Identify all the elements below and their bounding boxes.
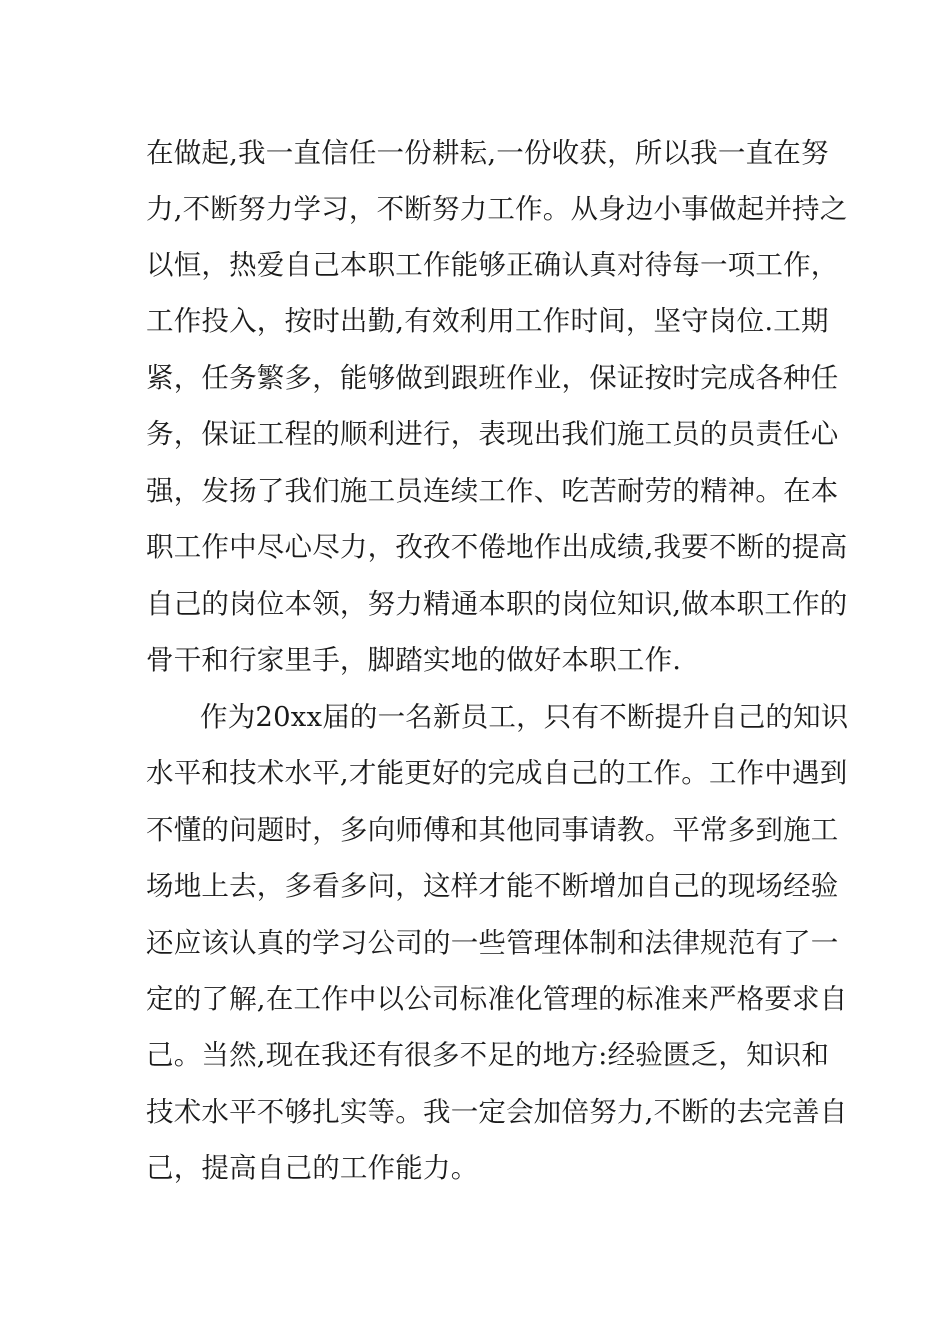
paragraph-1-line-4: 工作投入，按时出勤,有效利用工作时间，坚守岗位.工期 (146, 305, 829, 337)
paragraph-2-line-6: 定的了解,在工作中以公司标准化管理的标准来严格要求自 (146, 983, 848, 1015)
paragraph-1-line-9: 自己的岗位本领，努力精通本职的岗位知识,做本职工作的 (146, 588, 848, 620)
paragraph-1-line-7: 强，发扬了我们施工员连续工作、吃苦耐劳的精神。在本 (146, 475, 839, 507)
paragraph-2-line-2: 水平和技术水平,才能更好的完成自己的工作。工作中遇到 (146, 757, 848, 789)
paragraph-1-line-8: 职工作中尽心尽力，孜孜不倦地作出成绩,我要不断的提高 (146, 531, 848, 563)
paragraph-2-line-5: 还应该认真的学习公司的一些管理体制和法律规范有了一 (146, 927, 839, 959)
paragraph-2-line-8: 技术水平不够扎实等。我一定会加倍努力,不断的去完善自 (146, 1096, 848, 1128)
paragraph-2-line-1: 作为20xx届的一名新员工，只有不断提升自己的知识 (200, 701, 849, 733)
paragraph-2-line-3: 不懂的问题时，多向师傅和其他同事请教。平常多到施工 (146, 814, 839, 846)
paragraph-1-line-1: 在做起,我一直信任一份耕耘,一份收获，所以我一直在努 (146, 137, 829, 169)
paragraph-2-line-9: 己，提高自己的工作能力。 (146, 1152, 479, 1184)
paragraph-2-line-7: 己。当然,现在我还有很多不足的地方:经验匮乏，知识和 (146, 1039, 830, 1071)
paragraph-2-line-4: 场地上去，多看多问，这样才能不断增加自己的现场经验 (146, 870, 839, 902)
paragraph-1-line-5: 紧，任务繁多，能够做到跟班作业，保证按时完成各种任 (146, 362, 839, 394)
paragraph-1-line-3: 以恒，热爱自己本职工作能够正确认真对待每一项工作， (146, 249, 839, 281)
paragraph-1-line-2: 力,不断努力学习，不断努力工作。从身边小事做起并持之 (146, 193, 848, 225)
paragraph-1-line-10: 骨干和行家里手，脚踏实地的做好本职工作. (146, 644, 682, 676)
paragraph-1-line-6: 务，保证工程的顺利进行，表现出我们施工员的员责任心 (146, 418, 839, 450)
